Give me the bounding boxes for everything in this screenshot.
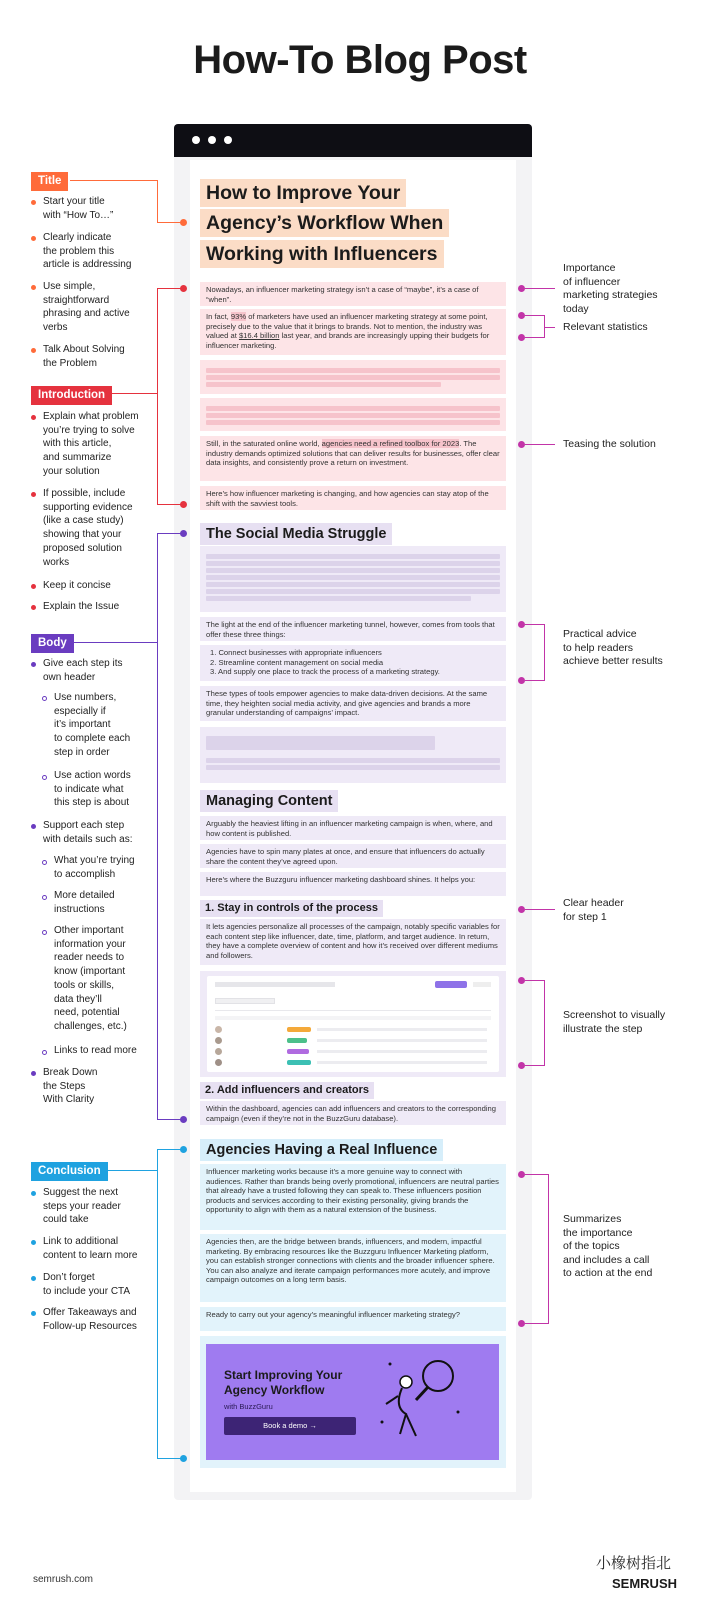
- list-item: 1. Connect businesses with appropriate influencers: [210, 648, 382, 657]
- connector-line: [107, 1170, 158, 1171]
- bullet-icon: [31, 1240, 36, 1245]
- title-tip-3: Use simple, straightforward phrasing and active verbs: [43, 281, 130, 334]
- social-paragraph-1: The light at the end of the influencer marketing tunnel, however, comes from tools that offer these three things:: [200, 617, 506, 641]
- connector-line: [525, 980, 545, 981]
- conclusion-paragraph-3: Ready to carry out your agency’s meaningful influencer marketing strategy?: [200, 1307, 506, 1331]
- bullet-icon: [31, 200, 36, 205]
- window-dot-icon: [192, 136, 200, 144]
- sub-bullet-icon: [42, 696, 47, 701]
- tag-introduction: Introduction: [31, 386, 112, 405]
- connector-line: [525, 1065, 545, 1066]
- connector-line: [525, 288, 555, 289]
- title-tip-2: Clearly indicate the problem this article is addressing: [43, 232, 132, 271]
- list-item: 2. Streamline content management on social media: [210, 657, 384, 667]
- connector-dot-icon: [180, 219, 187, 226]
- connector-dot-icon: [518, 977, 525, 984]
- cta-title: Start Improving Your Agency Workflow: [224, 1368, 343, 1397]
- placeholder-text-block: [200, 360, 506, 394]
- body-subtip-5: Other important information your reader needs to know (important tools or skills, data they’ll need, potential challenges, etc.): [54, 925, 127, 1032]
- intro-paragraph-3: Still, in the saturated online world, agencies need a refined toolbox for 2023. The industry demands optimized solutions that can deliver results for businesses, offer clear data insights, and consistently prove a return on investment.: [200, 436, 506, 481]
- tag-conclusion: Conclusion: [31, 1162, 108, 1181]
- connector-dot-icon: [518, 334, 525, 341]
- page-title: How-To Blog Post: [193, 38, 527, 82]
- connector-dot-icon: [180, 1146, 187, 1153]
- connector-line: [525, 444, 555, 445]
- connector-dot-icon: [518, 1320, 525, 1327]
- connector-line: [525, 1174, 549, 1175]
- connector-line: [157, 288, 158, 505]
- note-screenshot: Screenshot to visually illustrate the step: [563, 1009, 666, 1035]
- bullet-icon: [31, 824, 36, 829]
- connector-dot-icon: [518, 621, 525, 628]
- connector-dot-icon: [518, 677, 525, 684]
- intro-tip-2: If possible, include supporting evidence (like a case study) showing that your proposed solution works: [43, 488, 133, 568]
- connector-line: [525, 337, 545, 338]
- connector-dot-icon: [518, 1062, 525, 1069]
- connector-line: [157, 180, 158, 223]
- connector-dot-icon: [180, 285, 187, 292]
- bullet-icon: [31, 348, 36, 353]
- dashboard-screenshot: [200, 971, 506, 1077]
- social-list: [200, 645, 506, 681]
- article-title-line-3: Working with Influencers: [200, 240, 444, 268]
- intro-tip-3: Keep it concise: [43, 580, 111, 591]
- window-dot-icon: [208, 136, 216, 144]
- sub-bullet-icon: [42, 930, 47, 935]
- intro-paragraph-4: Here’s how influencer marketing is changing, and how agencies can stay atop of the shift with the savviest tools.: [200, 486, 506, 510]
- article-title-line-1: How to Improve Your: [200, 179, 406, 207]
- section-header-content: Managing Content: [200, 790, 338, 812]
- intro-paragraph-2: In fact, 93% of marketers have used an influencer marketing strategy at some point, precisely due to the value that it brings to brands. Not to mention, the industry was valued at $16.4 billion last year, and brands are increasingly upping their budgets for influencer marketing.: [200, 309, 506, 355]
- section-header-social: The Social Media Struggle: [200, 523, 392, 545]
- content-paragraph-1: Arguably the heaviest lifting in an influencer marketing campaign is when, where, and how content is published.: [200, 816, 506, 840]
- connector-line: [112, 393, 158, 394]
- bullet-icon: [31, 236, 36, 241]
- note-teasing: Teasing the solution: [563, 438, 656, 450]
- social-paragraph-2: These types of tools empower agencies to make data-driven decisions. At the same time, they heighten social media activity, and give agencies and brands a more granular understanding of campaigns’ impact.: [200, 686, 506, 721]
- body-subtip-2: Use action words to indicate what this step is about: [54, 770, 131, 809]
- intro-paragraph-1: Nowadays, an influencer marketing strategy isn’t a case of “maybe”, it’s a case of “when”.: [200, 282, 506, 306]
- connector-dot-icon: [180, 501, 187, 508]
- placeholder-text-block: [200, 546, 506, 612]
- content-paragraph-2: Agencies have to spin many plates at once, and ensure that influencers do actually share the content they’ve agreed upon.: [200, 844, 506, 868]
- intro-tip-4: Explain the Issue: [43, 601, 120, 612]
- sub-bullet-icon: [42, 775, 47, 780]
- tag-body: Body: [31, 634, 74, 653]
- step-1-header: 1. Stay in controls of the process: [200, 900, 383, 917]
- body-tip-1: Give each step its own header: [43, 658, 123, 683]
- connector-line: [157, 1149, 158, 1459]
- conclusion-tip-2: Link to additional content to learn more: [43, 1236, 138, 1261]
- connector-line: [72, 642, 158, 643]
- bullet-icon: [31, 605, 36, 610]
- bullet-icon: [31, 1311, 36, 1316]
- connector-line: [525, 315, 545, 316]
- sub-bullet-icon: [42, 1050, 47, 1055]
- intro-tip-1: Explain what problem you’re trying to solve with this article, and summarize your solution: [43, 411, 139, 477]
- conclusion-tip-4: Offer Takeaways and Follow-up Resources: [43, 1307, 137, 1332]
- connector-dot-icon: [180, 1455, 187, 1462]
- note-summary: Summarizes the importance of the topics and includes a call to action at the end: [563, 1213, 653, 1279]
- title-tip-1: Start your title with “How To…”: [43, 196, 114, 221]
- tag-title: Title: [31, 172, 68, 191]
- list-item: 3. And supply one place to track the process of a marketing strategy.: [210, 667, 440, 677]
- connector-line: [544, 327, 555, 328]
- note-clear-header: Clear header for step 1: [563, 897, 624, 923]
- window-dot-icon: [224, 136, 232, 144]
- connector-dot-icon: [518, 1171, 525, 1178]
- cta-subtitle: with BuzzGuru: [224, 1402, 273, 1411]
- bullet-icon: [31, 584, 36, 589]
- connector-dot-icon: [180, 530, 187, 537]
- connector-line: [70, 180, 158, 181]
- conclusion-paragraph-2: Agencies then, are the bridge between brands, influencers, and modern, impactful marketing. By embracing resources like the Buzzguru Influencer Marketing platform, you can establish stronger connections with clients and the broader influencer sphere. You can also analyze and iterate campaign performances more acutely, and improve campaign outcomes on a long term basis.: [200, 1234, 506, 1302]
- person-illustration-icon: [376, 1352, 476, 1452]
- browser-titlebar: [174, 124, 532, 157]
- step-2-paragraph: Within the dashboard, agencies can add influencers and creators to the corresponding campaign (even if they’re not in the BuzzGuru database).: [200, 1101, 506, 1125]
- sub-bullet-icon: [42, 860, 47, 865]
- body-tip-3: Break Down the Steps With Clarity: [43, 1067, 98, 1106]
- connector-line: [548, 1174, 549, 1324]
- book-demo-button[interactable]: Book a demo →: [224, 1417, 356, 1435]
- connector-line: [157, 533, 158, 1120]
- article-title-line-2: Agency’s Workflow When: [200, 209, 449, 237]
- brand-logo: SEMRUSH: [612, 1576, 678, 1591]
- connector-line: [525, 1323, 549, 1324]
- bullet-icon: [31, 285, 36, 290]
- footer-url: semrush.com: [33, 1574, 94, 1585]
- bullet-icon: [31, 1191, 36, 1196]
- bullet-icon: [31, 492, 36, 497]
- placeholder-text-block: [200, 398, 506, 431]
- note-importance: Importance of influencer marketing strategies today: [563, 262, 658, 315]
- section-header-real-influence: Agencies Having a Real Influence: [200, 1139, 443, 1161]
- note-statistics: Relevant statistics: [563, 321, 648, 333]
- conclusion-tip-3: Don’t forget to include your CTA: [43, 1272, 131, 1297]
- placeholder-text-block: [200, 727, 506, 783]
- connector-dot-icon: [518, 906, 525, 913]
- note-practical-advice: Practical advice to help readers achieve better results: [563, 628, 663, 667]
- watermark: 小橡树指北: [596, 1555, 672, 1572]
- connector-dot-icon: [180, 1116, 187, 1123]
- body-subtip-6: Links to read more: [54, 1045, 137, 1056]
- step-2-header: 2. Add influencers and creators: [200, 1082, 374, 1099]
- title-tip-4: Talk About Solving the Problem: [43, 344, 125, 369]
- bullet-icon: [31, 1071, 36, 1076]
- connector-line: [544, 980, 545, 1066]
- content-paragraph-3: Here’s where the Buzzguru influencer marketing dashboard shines. It helps you:: [200, 872, 506, 896]
- connector-dot-icon: [518, 441, 525, 448]
- bullet-icon: [31, 415, 36, 420]
- conclusion-tip-1: Suggest the next steps your reader could take: [43, 1187, 121, 1226]
- conclusion-paragraph-1: Influencer marketing works because it’s a more genuine way to connect with audiences. Rather than brands being overly promotional, influencers are neutral parties that already have a trusted following they can speak to. These influencers position products and services according to their existing personality, giving brands the opportunity to align with them as a natural extension of the business.: [200, 1164, 506, 1230]
- bullet-icon: [31, 662, 36, 667]
- connector-line: [544, 624, 545, 681]
- body-tip-2: Support each step with details such as:: [43, 820, 133, 845]
- connector-line: [525, 624, 545, 625]
- body-subtip-3: What you’re trying to accomplish: [54, 855, 135, 880]
- connector-dot-icon: [518, 285, 525, 292]
- dashboard-screenshot-inner: [207, 976, 499, 1072]
- body-subtip-1: Use numbers, especially if it’s important to complete each step in order: [54, 692, 131, 758]
- sub-bullet-icon: [42, 895, 47, 900]
- connector-line: [525, 680, 545, 681]
- body-subtip-4: More detailed instructions: [54, 890, 115, 915]
- connector-dot-icon: [518, 312, 525, 319]
- step-1-paragraph: It lets agencies personalize all processes of the campaign, notably specific variables for each content step like influencer, date, time, platform, and target audience. In return, they have a complete overview of content and how it’s received over different mediums and followers.: [200, 919, 506, 965]
- connector-line: [525, 909, 555, 910]
- bullet-icon: [31, 1276, 36, 1281]
